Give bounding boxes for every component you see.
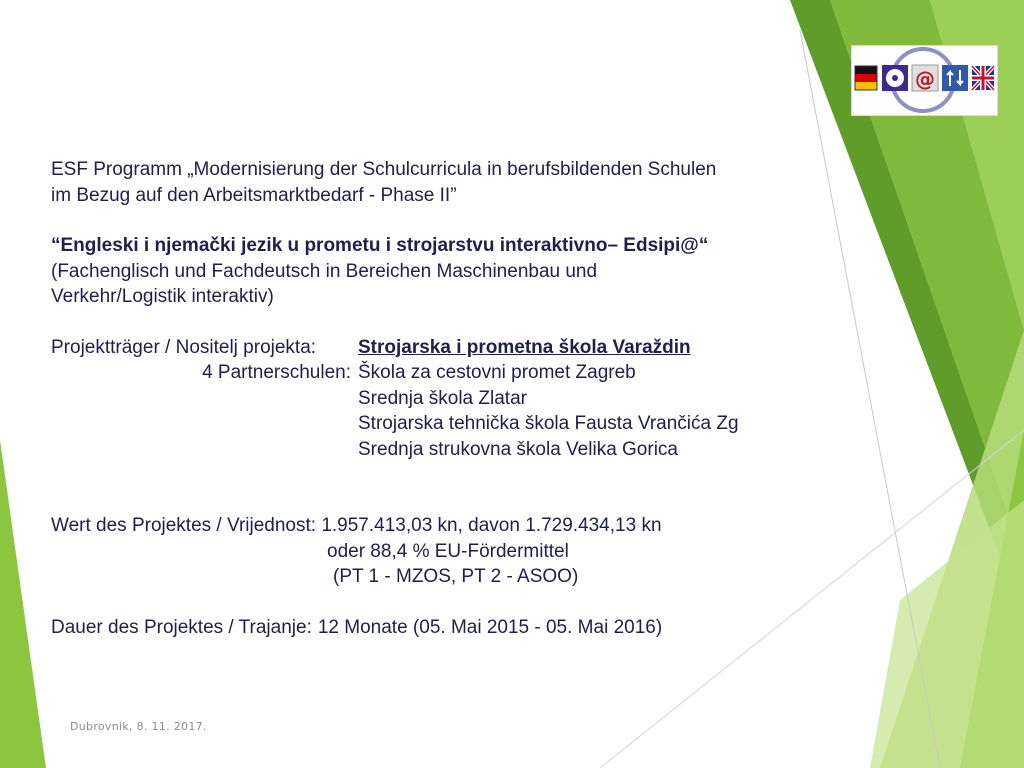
uk-flag-icon	[972, 66, 994, 90]
project-value-line-2: oder 88,4 % EU-Fördermittel	[327, 540, 569, 562]
project-carrier-row	[51, 335, 811, 361]
partner-row-1	[51, 360, 811, 386]
project-title-translation-1: (Fachenglisch und Fachdeutsch in Bereichen Maschinenbau und	[51, 260, 598, 282]
green-stripe-left	[0, 440, 46, 768]
project-value-line-3: (PT 1 - MZOS, PT 2 - ASOO)	[333, 566, 579, 587]
project-carrier-value: Strojarska i prometna škola Varaždin	[358, 336, 691, 358]
project-carrier-label: Projektträger / Nositelj projekta:	[51, 336, 317, 358]
partner-school: Srednja škola Zlatar	[358, 387, 527, 409]
footer-date: Dubrovnik, 8. 11. 2017.	[70, 720, 207, 733]
arrows-icon	[942, 65, 968, 91]
project-duration-value: 12 Monate (05. Mai 2015 - 05. Mai 2016)	[317, 616, 663, 638]
partner-school: Strojarska tehnička škola Fausta Vrančića Zg	[358, 413, 739, 434]
svg-text:@: @	[915, 67, 935, 91]
project-duration-row	[51, 615, 811, 641]
partners-label: 4 Partnerschulen:	[202, 362, 351, 383]
disc-icon	[882, 65, 908, 91]
project-value-line-1: Wert des Projektes / Vrijednost: 1.957.413,03 kn, davon 1.729.434,13 kn	[51, 515, 662, 536]
project-title-translation-2: Verkehr/Logistik interaktiv)	[51, 286, 274, 307]
project-title: “Engleski i njemački jezik u prometu i strojarstvu interaktivno– Edsipi@“	[51, 235, 709, 256]
german-flag-icon	[855, 66, 877, 90]
partner-school: Škola za cestovni promet Zagreb	[358, 362, 636, 383]
at-sign-icon	[912, 65, 938, 91]
project-duration-label: Dauer des Projektes / Trajanje:	[51, 616, 312, 638]
slide-body	[51, 157, 811, 640]
edsipi-logo	[851, 45, 998, 116]
programme-line-2: im Bezug auf den Arbeitsmarktbedarf - Phase II”	[51, 184, 457, 206]
green-stripe-bottom	[870, 500, 1024, 768]
programme-line-1: ESF Programm „Modernisierung der Schulcurricula in berufsbildenden Schulen	[51, 159, 717, 180]
partner-school: Srednja strukovna škola Velika Gorica	[358, 438, 678, 460]
